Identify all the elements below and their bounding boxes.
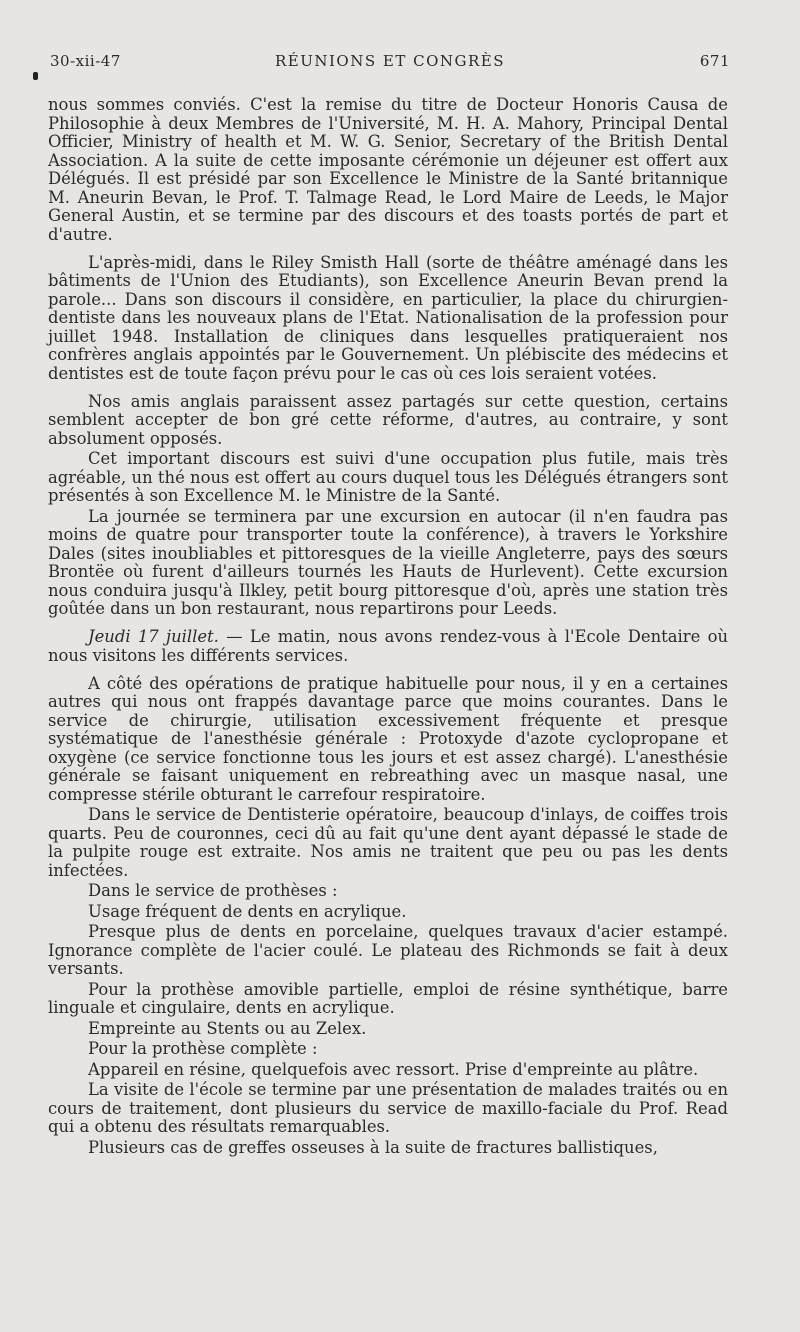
paragraph: La visite de l'école se termine par une présentation de malades traités ou en cours de traitement, dont plusieurs du service de maxillo-faciale du Prof. Read qui a obtenu des résultats remarquables. xyxy=(48,1080,728,1136)
page-number: 671 xyxy=(699,52,730,70)
paragraph: Dans le service de prothèses : xyxy=(88,881,338,900)
paragraph: Cet important discours est suivi d'une occupation plus futile, mais très agréable, un thé nous est offert au cours duquel tous les Délégués étrangers sont présentés à son Excellence M. le Ministre de la Santé. xyxy=(48,449,728,505)
paragraph: L'après-midi, dans le Riley Smisth Hall (sorte de théâtre aménagé dans les bâtiments de l'Union des Etudiants), son Excellence Aneurin Bevan prend la parole... Dans son discours il considère, en particulier, la place du chirurgien-dentiste dans les nouveaux plans de l'Etat. Nationalisation de la profession pour juillet 1948. Installation de cliniques dans lesquelles pratiqueraient nos confrères anglais appointés par le Gouvernement. Un plébiscite des médecins et dentistes est de toute façon prévu pour le cas où ces lois seraient votées. xyxy=(48,252,728,383)
paragraph: A côté des opérations de pratique habituelle pour nous, il y en a certaines autres qui nous ont frappés davantage parce que moins courantes. Dans le service de chirurgie, utilisation excessivement fréquente et presque systématique de l'anesthésie générale : Protoxyde d'azote cyclopropane et oxygène (ce service fonctionne tous les jours et est assez chargé). L'anesthésie générale se faisant uniquement en rebreathing avec un masque nasal, une compresse stérile obturant le carrefour respiratoire. xyxy=(48,673,728,804)
paragraph: La journée se terminera par une excursion en autocar (il n'en faudra pas moins de quatre pour transporter toute la conférence), à travers le Yorkshire Dales (sites inoubliables et pittoresques de la vieille Angleterre, pays des sœurs Brontëe où furent d'ailleurs tournés les Hauts de Hurlevent). Cette excursion nous conduira jusqu'à Ilkley, petit bourg pittoresque d'où, après une station très goûtée dans un bon restaurant, nous repartirons pour Leeds. xyxy=(48,506,728,618)
paragraph: Nos amis anglais paraissent assez partagés sur cette question, certains semblent accepter de bon gré cette réforme, d'autres, au contraire, y sont absolument opposés. xyxy=(48,391,728,448)
paragraph-text: — Le matin, nous avons rendez-vous à l'Ecole Dentaire où nous visitons les différents services. xyxy=(48,627,729,665)
paragraph: nous sommes conviés. C'est la remise du titre de Docteur Honoris Causa de Philosophie à deux Membres de l'Université, M. H. A. Mahory, Principal Dental Officier, Ministry of health et M. W. G. Senior, Secretary of the British Dental Association. A la suite de cette imposante cérémonie un déjeuner est offert aux Délégués. Il est présidé par son Excellence le Ministre de la Santé britannique M. Aneurin Bevan, le Prof. T. Talmage Read, le Lord Maire de Leeds, le Major General Austin, et se termine par des discours et des toasts portés de part et d'autre. xyxy=(48,95,728,244)
paragraph: Plusieurs cas de greffes osseuses à la suite de fractures ballistiques, xyxy=(88,1137,658,1157)
paragraph: Presque plus de dents en porcelaine, quelques travaux d'acier estampé. Ignorance complète de l'acier coulé. Le plateau des Richmonds se fait à deux versants. xyxy=(48,922,728,978)
dated-paragraph xyxy=(48,628,728,665)
date-heading: Jeudi 17 juillet. xyxy=(88,627,219,646)
paragraph: Empreinte au Stents ou au Zelex. xyxy=(88,1018,367,1038)
paragraph: Pour la prothèse amovible partielle, emploi de résine synthétique, barre linguale et cingulaire, dents en acrylique. xyxy=(48,979,728,1017)
ink-mark xyxy=(33,72,38,80)
header-section-title: RÉUNIONS ET CONGRÈS xyxy=(274,52,506,70)
paragraph: Pour la prothèse complète : xyxy=(88,1039,318,1058)
paragraph: Dans le service de Dentisterie opératoire, beaucoup d'inlays, de coiffes trois quarts. Peu de couronnes, ceci dû au fait qu'une dent ayant dépassé le stade de la pulpite rouge est extraite. Nos amis ne traitent que peu ou pas les dents infectées. xyxy=(48,805,728,880)
running-header xyxy=(50,52,730,74)
paragraph: Appareil en résine, quelquefois avec ressort. Prise d'empreinte au plâtre. xyxy=(88,1059,699,1079)
header-date: 30-xii-47 xyxy=(50,52,121,70)
page-body xyxy=(48,96,728,1159)
paragraph: Usage fréquent de dents en acrylique. xyxy=(88,901,407,921)
